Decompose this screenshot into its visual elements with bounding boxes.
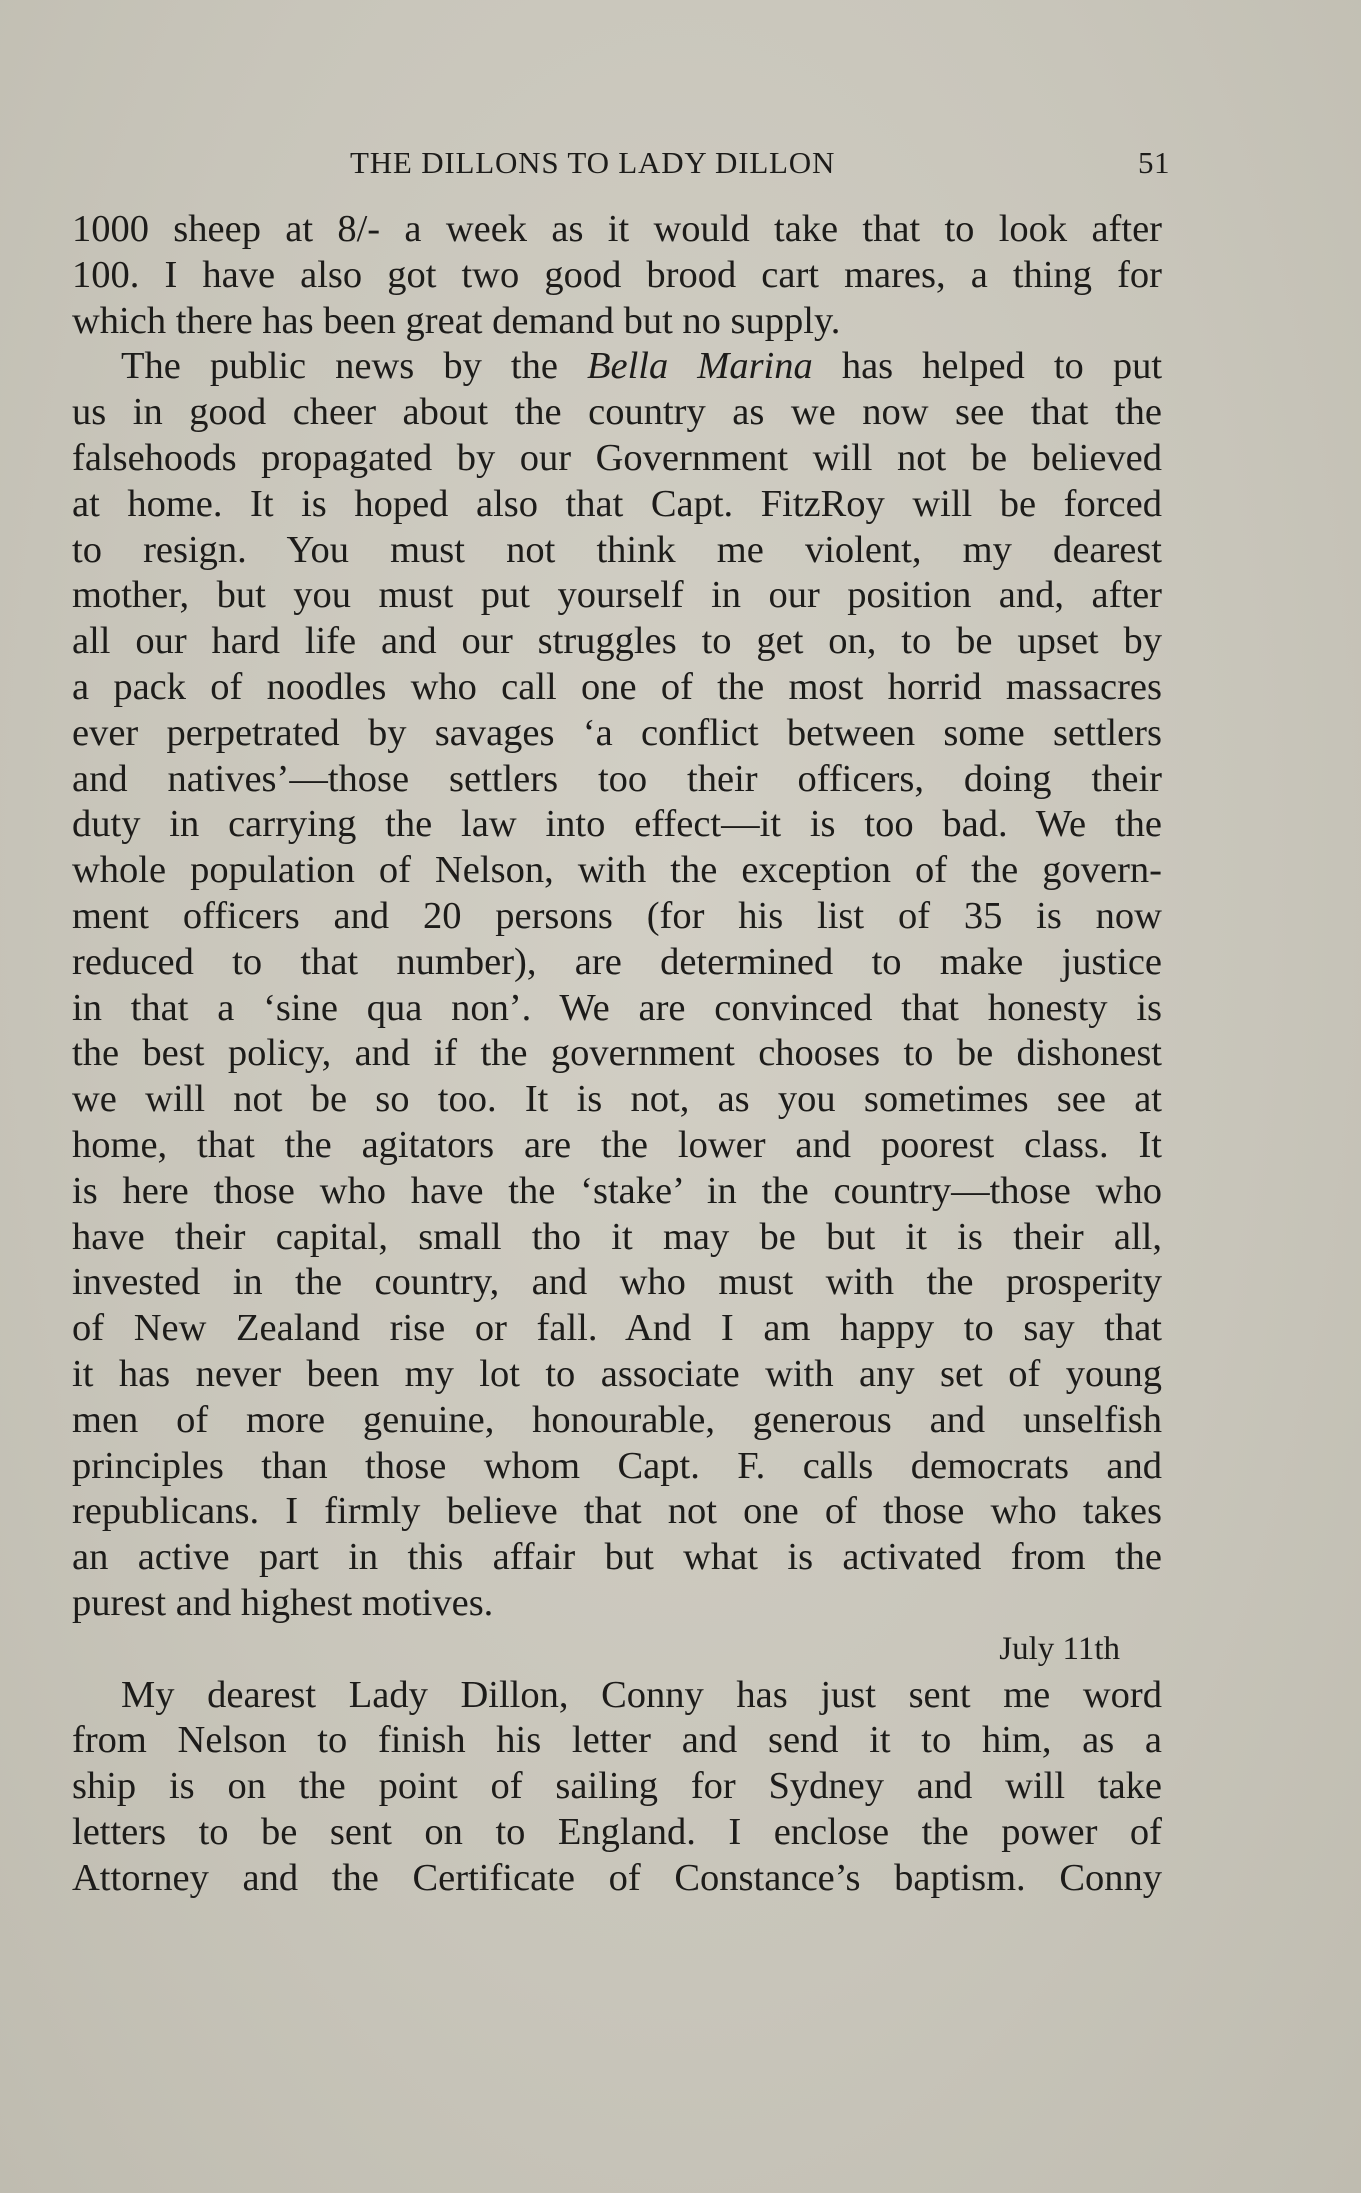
text-line: principles than those whom Capt. F. calls democrats and (72, 1444, 1162, 1487)
text-line: at home. It is hoped also that Capt. FitzRoy will be forced (72, 482, 1162, 525)
text-line: which there has been great demand but no supply. (72, 299, 841, 342)
text-line: duty in carrying the law into effect—it is too bad. We the (72, 803, 1162, 846)
text-line: to resign. You must not think me violent, my dearest (72, 528, 1162, 571)
text-line: mother, but you must put yourself in our position and, after (72, 574, 1162, 617)
text-line: 100. I have also got two good brood cart mares, a thing for (72, 253, 1162, 296)
text-line: republicans. I firmly believe that not one of those who takes (72, 1490, 1162, 1533)
text-line (72, 344, 1162, 390)
text-line: and natives’—those settlers too their officers, doing their (72, 757, 1162, 800)
text-line: have their capital, small tho it may be but it is their all, (72, 1215, 1162, 1258)
text-line: reduced to that number), are determined to make justice (72, 940, 1162, 983)
text-line: 1000 sheep at 8/- a week as it would take that to look after (72, 208, 1162, 250)
page-number: 51 (1138, 145, 1170, 180)
text-line: of New Zealand rise or fall. And I am happy to say that (72, 1307, 1162, 1350)
text-fragment: The public news by the (121, 345, 558, 388)
text-line: ship is on the point of sailing for Sydney and will take (72, 1765, 1162, 1808)
text-line: invested in the country, and who must with the prosperity (72, 1261, 1162, 1304)
body-text (72, 207, 1162, 1901)
dateline: July 11th (999, 1630, 1120, 1667)
text-line: we will not be so too. It is not, as you sometimes see at (72, 1078, 1162, 1121)
running-head (75, 145, 1170, 189)
text-line: men of more genuine, honourable, generous and unselfish (72, 1398, 1162, 1441)
text-line: whole population of Nelson, with the exception of the govern- (72, 849, 1162, 892)
text-line: My dearest Lady Dillon, Conny has just sent me word (121, 1673, 1162, 1716)
text-line: in that a ‘sine qua non’. We are convinced that honesty is (72, 986, 1162, 1029)
text-line: falsehoods propagated by our Government will not be believed (72, 436, 1162, 479)
text-line: ment officers and 20 persons (for his list of 35 is now (72, 894, 1162, 937)
text-line: an active part in this affair but what is activated from the (72, 1536, 1162, 1579)
text-line: a pack of noodles who call one of the most horrid massacres (72, 665, 1162, 708)
ship-name: Bella Marina (586, 345, 813, 388)
text-line: Attorney and the Certificate of Constance’s baptism. Conny (72, 1856, 1162, 1899)
text-line: the best policy, and if the government chooses to be dishonest (72, 1032, 1162, 1075)
text-line: all our hard life and our struggles to get on, to be upset by (72, 620, 1162, 663)
text-line: home, that the agitators are the lower and poorest class. It (72, 1123, 1162, 1166)
text-line: us in good cheer about the country as we now see that the (72, 391, 1162, 434)
running-title: THE DILLONS TO LADY DILLON (350, 145, 836, 180)
text-fragment: has helped to put (841, 345, 1163, 388)
text-line: letters to be sent on to England. I enclose the power of (72, 1810, 1162, 1853)
text-line: ever perpetrated by savages ‘a conflict between some settlers (72, 711, 1162, 754)
text-line: it has never been my lot to associate with any set of young (72, 1352, 1162, 1395)
text-line: purest and highest motives. (72, 1581, 494, 1624)
text-line: is here those who have the ‘stake’ in the country—those who (72, 1169, 1162, 1212)
text-line: from Nelson to finish his letter and send it to him, as a (72, 1719, 1162, 1762)
